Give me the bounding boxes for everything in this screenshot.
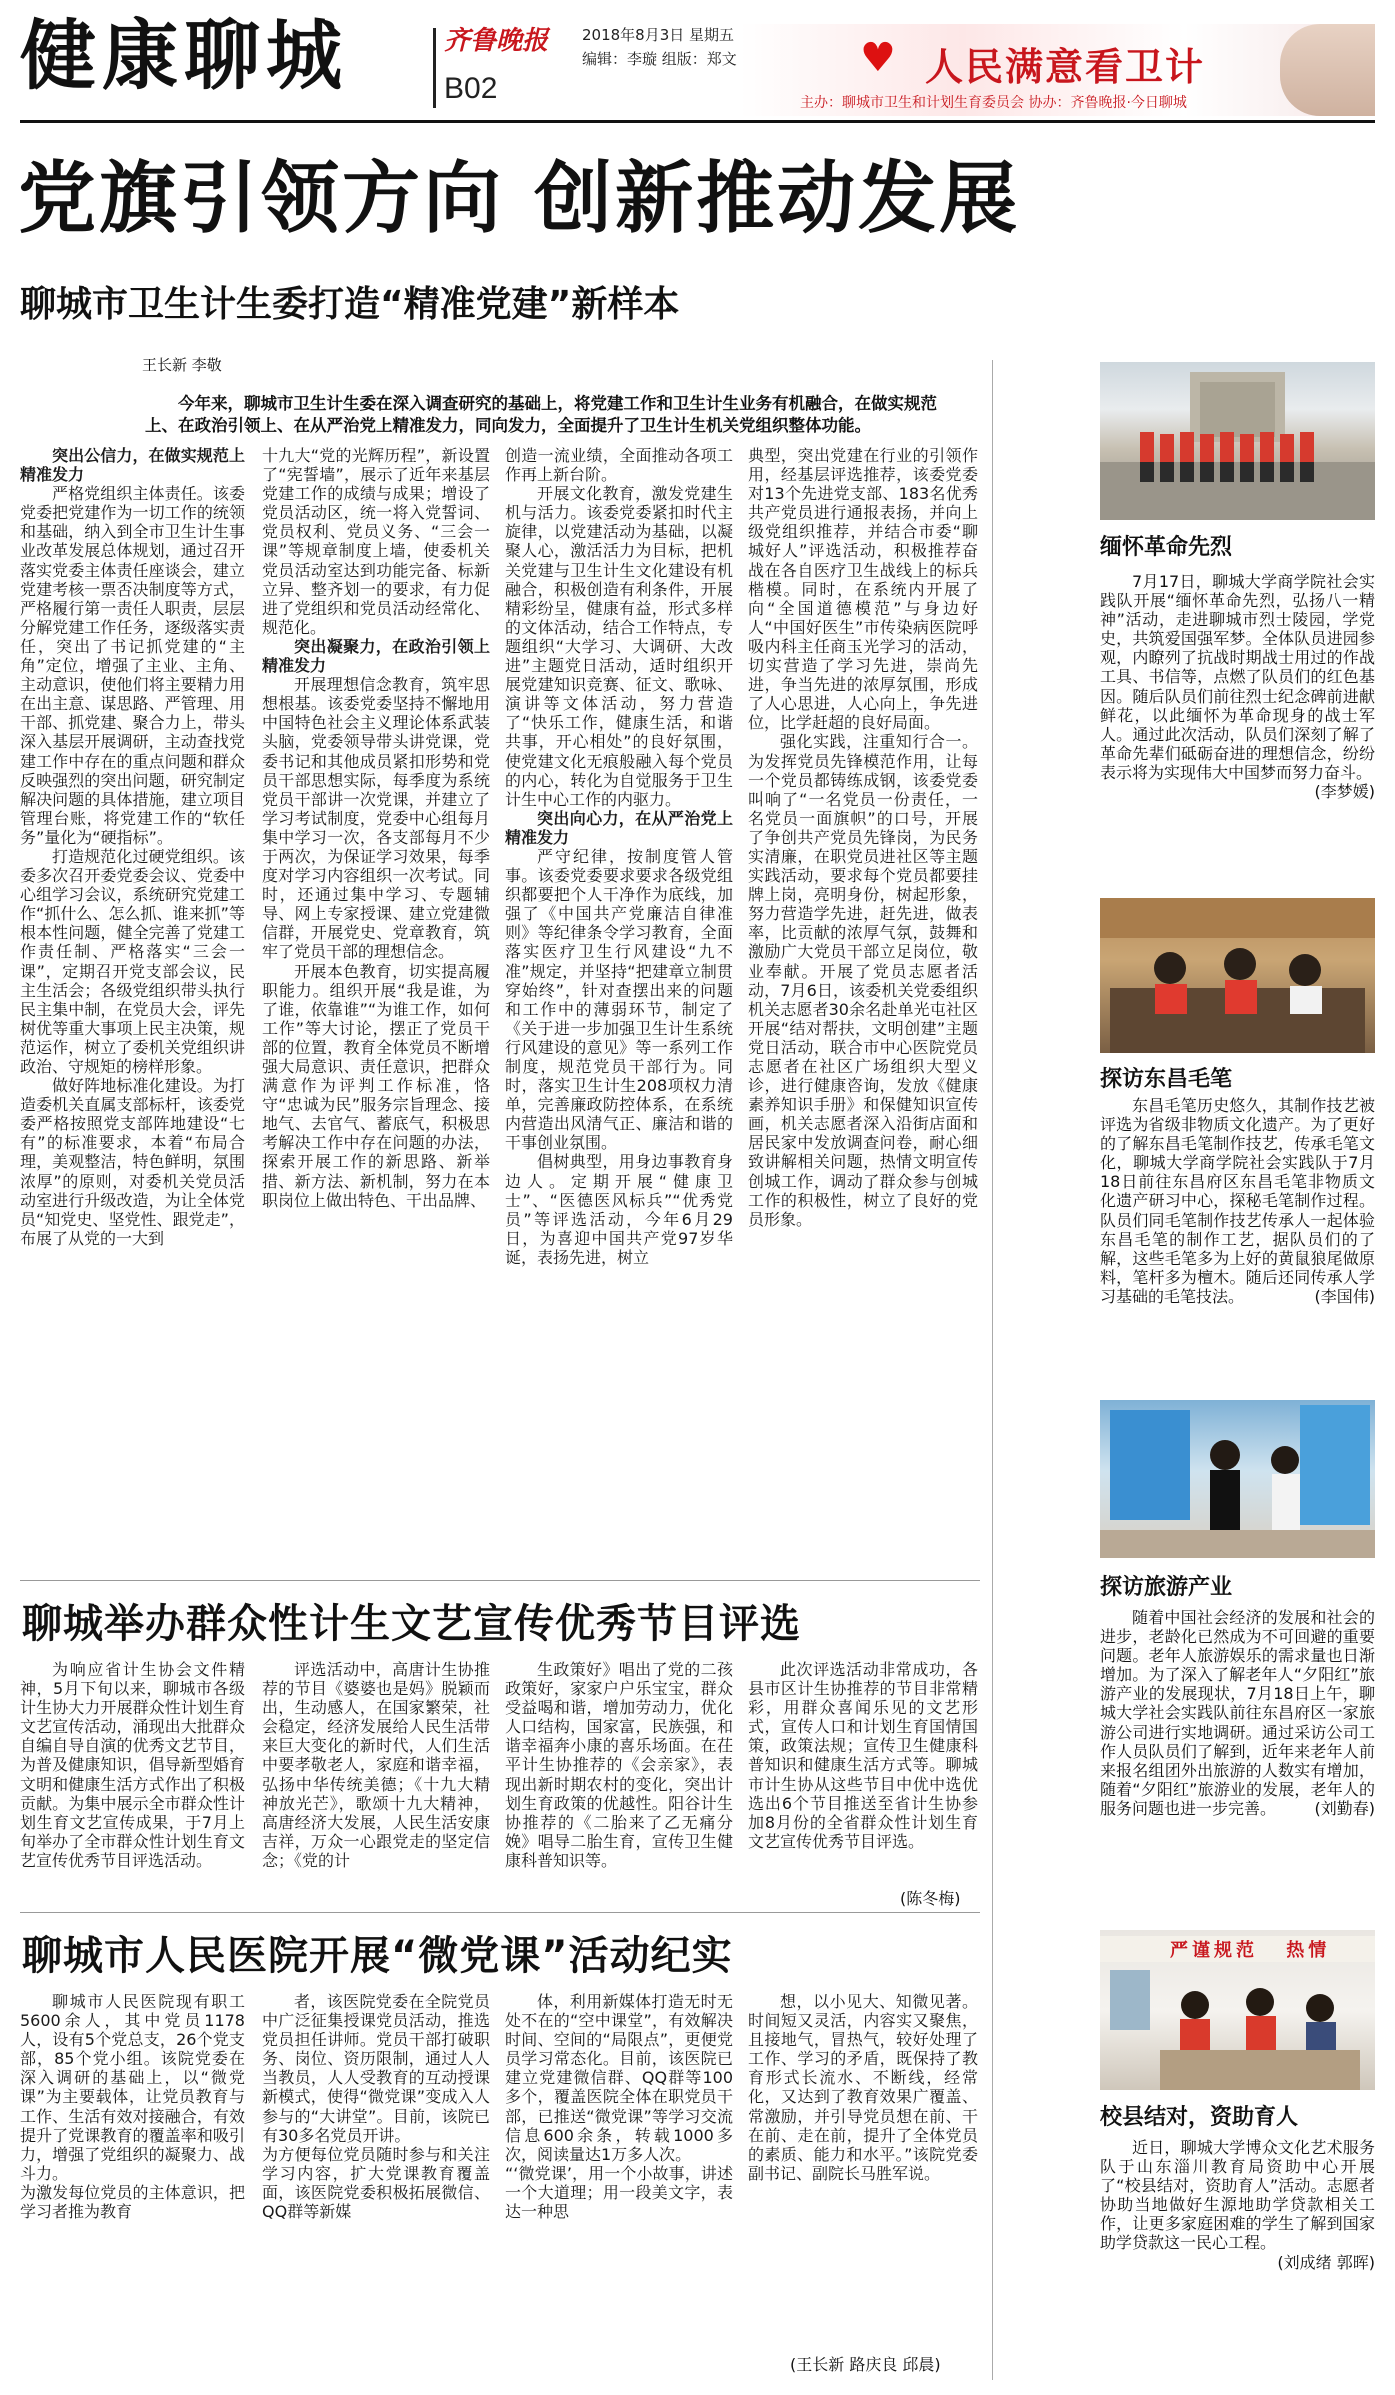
subsection-heading: 突出向心力，在从严治党上精准发力 <box>505 808 733 847</box>
sidebar-3-text: 随着中国社会经济的发展和社会的进步，老龄化已然成为不可回避的重要问题。老年人旅游娱乐的需求量也日渐增加。为了深入了解老年人“夕阳红”旅游产业的发展现状，7月18日上午，聊城大学社会实践队前往东昌府区一家旅游公司进行实地调研。通过采访公司工作人员队员们了解到，近年来老年人前来报名组团外出旅游的人数实有增加，随着“夕阳红”旅游业的发展，老年人的服务问题也进一步完善。 (刘勤春) <box>1100 1608 1375 1818</box>
paragraph: 强化实践，注重知行合一。为发挥党员先锋模范作用，让每一个党员都铸练成钢，该委党委叫响了“一名党员一份责任，一名党员一面旗帜”的口号，开展了争创共产党员先锋岗，为民务实清廉，在职党员进社区等主题实践活动，要求每个党员都要挂牌上岗，亮明身份，树起形象，努力营造学先进，赶先进，做表率，比贡献的浓厚气氛，鼓舞和激励广大党员干部立足岗位，敬业奉献。开展了党员志愿者活动，7月6日，该委机关党委组织机关志愿者30余名赴单光屯社区开展“结对帮扶，文明创建”主题党日活动，联合市中心医院党员志愿者在社区广场组织大型义诊，进行健康咨询，发放《健康素养知识手册》和保健知识宣传画，机关志愿者深入沿街店面和居民家中发放调查问卷，耐心细致讲解相关问题，热情文明宣传创城工作，调动了群众参与创城工作的积极性，树立了良好的党员形象。 <box>748 732 978 1229</box>
paragraph: 严格党组织主体责任。该委党委把党建作为一切工作的统领和基础，纳入到全市卫生计生事业改革发展总体规划，通过召开落实党委主体责任座谈会，建立党建考核一票否决制度等方式，严格履行第一责任人职责，层层分解党建工作任务，逐级落实责任，突出了书记抓党建的“主角”定位，增强了主业、主角、主动意识，使他们将主要精力用在出主意、谋思路、严管理、用干部、抓党建、聚合力上，带头深入基层开展调研，主动查找党建工作中存在的重点问题和群众反映强烈的突出问题，研究制定解决问题的具体措施，建立项目管理台账，将党建工作的“软任务”量化为“硬指标”。 <box>20 484 245 847</box>
sidebar-2-text: 东昌毛笔历史悠久，其制作技艺被评选为省级非物质文化遗产。为了更好的了解东昌毛笔制作技艺，传承毛笔文化，聊城大学商学院社会实践队于7月18日前往东昌府区东昌毛笔非物质文化遗产研习中心，探秘毛笔制作过程。队员们同毛笔制作技艺传承人一起体验东昌毛笔的制作工艺，据队员们的了解，这些毛笔多为上好的黄鼠狼尾做原料，笔杆多为檀木。随后还同传承人学习基础的毛笔技法。 (李国伟) <box>1100 1096 1375 1306</box>
article3-column-2: 者，该医院党委在全院党员中广泛征集授课党员活动，推选党员担任讲师。党员干部打破职务、岗位、资历限制，通过人人当教员，人人受教育的互动授课新模式，使得“微党课”变成入人参与的“大讲堂”。目前，该院已有30多名党员开讲。 为方便每位党员随时参与和关注学习内容，扩大党课教育覆盖面，该医院党委积极拓展微信、QQ群等新媒 <box>262 1992 490 2222</box>
photo-brush-workshop <box>1100 898 1375 1053</box>
sign-text-left: 严谨规范 <box>1170 1940 1258 1961</box>
sidebar-divider <box>992 360 993 2380</box>
paper-logo: 齐鲁晚报 <box>444 26 549 56</box>
paragraph: 开展文化教育，激发党建生机与活力。该委党委紧扣时代主旋律，以党建活动为基础，以凝聚人心，激活活力为目标，把机关党建与卫生计生文化建设有机融合，积极创造有利条件，开展精彩纷呈，健康有益，形式多样的文体活动，结合工作特点，专题组织“大学习、大调研、大改进”主题党日活动，适时组织开展党建知识竞赛、征文、歌咏、演讲等文体活动，努力营造了“快乐工作，健康生活，和谐共事，开心相处”的良好氛围，使党建文化无痕般融入每个党员的内心，转化为自觉服务于卫生计生中心工作的内驱力。 <box>505 484 733 809</box>
header-divider <box>433 28 436 108</box>
article3-column-1: 聊城市人民医院现有职工5600余人，其中党员1178人，设有5个党总支，26个党支部，85个党小组。该院党委在深入调研的基础上，以“微党课”为主要载体，让党员教育与工作、生活有效对接融合，有效提升了党课教育的覆盖率和吸引力，增强了党组织的凝聚力、战斗力。 为激发每位党员的主体意识，把学习者推为教育 <box>20 1992 245 2222</box>
paragraph: 开展理想信念教育，筑牢思想根基。该委党委坚持不懈地用中国特色社会主义理论体系武装头脑，党委领导带头讲党课，党委书记和其他成员紧扣形势和党员干部思想实际，每季度为系统党员干部讲一次党课，并建立了学习考试制度，党委中心组每月集中学习一次，各支部每月不少于两次，为保证学习效果，每季度对学习内容组织一次考试。同时，还通过集中学习、专题辅导、网上专家授课、建立党建微信群，开展党史、党章教育，筑牢了党员干部的理想信念。 <box>262 675 490 962</box>
sub-headline: 聊城市卫生计生委打造“精准党建”新样本 <box>20 284 680 325</box>
sidebar-4-title: 校县结对，资助育人 <box>1100 2105 1299 2130</box>
article3-headline: 聊城市人民医院开展“微党课”活动纪实 <box>22 1933 733 1979</box>
sidebar-1-title: 缅怀革命先烈 <box>1100 535 1233 560</box>
article1-column-3 <box>505 446 733 1576</box>
paragraph: 做好阵地标准化建设。为打造委机关直属支部标杆，该委党委严格按照党支部阵地建设“七有”的标准要求，本着“布局合理，美观整洁，特色鲜明，氛围浓厚”的原则，对委机关党员活动室进行升级改造，为让全体党员“知党史、坚党性、跟党走”，布展了从党的一大到 <box>20 1076 245 1248</box>
sign-text-right: 热情 <box>1286 1940 1331 1961</box>
article3-column-3: 体，利用新媒体打造无时无处不在的“空中课堂”，有效解决时间、空间的“局限点”，更便党员学习常态化。目前，该医院已建立党建微信群、QQ群等100多个，覆盖医院全体在职党员干部，已推送“微党课”等学习交流信息600余条，转载1000多次，阅读量达1万多人次。 “‘微党课’，用一个小故事，讲述一个大道理；用一段美文字，表达一种思 <box>505 1992 733 2222</box>
section-title: 健康聊城 <box>20 11 348 100</box>
subsection-heading: 突出公信力，在做实规范上精准发力 <box>20 446 245 485</box>
photo-travel-agency <box>1100 1400 1375 1558</box>
article1-column-4 <box>748 446 978 1576</box>
paragraph: 典型，突出党建在行业的引领作用，经基层评选推荐，该委党委对13个先进党支部、183名优秀共产党员进行通报表扬，并向上级党组织推荐，并结合市委“聊城好人”评选活动，积极推荐奋战在各自医疗卫生战线上的标兵楷模。同时，在系统内开展了向“全国道德模范”与身边好人“中国好医生”市传染病医院呼吸内科主任商玉光学习的活动，切实营造了学习先进，崇尚先进，争当先进的浓厚氛围，形成了人心思进，人心向上，争先进位，比学赶超的良好局面。 <box>748 446 978 733</box>
editor-credits: 编辑：李璇 组版：郑文 <box>582 50 737 68</box>
banner-sponsors: 主办：聊城市卫生和计划生育委员会 协办：齐鲁晚报·今日聊城 <box>800 95 1187 111</box>
article1-column-1 <box>20 446 245 1576</box>
subsection-heading: 突出凝聚力，在政治引领上精准发力 <box>262 636 490 676</box>
heart-icon: ♥ <box>860 35 896 81</box>
photo-volunteer-office <box>1100 1930 1375 2090</box>
banner-title: 人民满意看卫计 <box>925 45 1206 89</box>
article2-byline: (陈冬梅) <box>900 1889 961 1908</box>
article2-column-4: 此次评选活动非常成功，各县市区计生协推荐的节目非常精彩，用群众喜闻乐见的文艺形式，宣传人口和计划生育国情国策，政策法规；宣传卫生健康科普知识和健康生活方式等。聊城市计生协从这些节目中优中选优选出6个节目推送至省计生协参加8月份的全省群众性计划生育文艺宣传优秀节目评选。 <box>748 1660 978 1851</box>
nurse-photo <box>1280 24 1375 116</box>
paragraph: 开展本色教育，切实提高履职能力。组织开展“我是谁，为了谁，依靠谁”“为谁工作，如何工作”等大讨论，摆正了党员干部的位置，教育全体党员不断增强大局意识、责任意识，把群众满意作为评判工作标准，恪守“忠诚为民”服务宗旨理念、接地气、去官气、蓄底气，积极思考解决工作中存在问题的办法，探索开展工作的新思路、新举措、新方法、新机制，努力在本职岗位上做出特色、干出品牌、 <box>262 961 490 1210</box>
sidebar-2-title: 探访东昌毛笔 <box>1100 1067 1233 1092</box>
article3-byline: (王长新 路庆良 邱晨) <box>790 2355 941 2374</box>
article3-column-4: 想，以小见大、知微见著。时间短又灵活，内容实又聚焦，且接地气，冒热气，较好处理了工作、学习的矛盾，既保持了教育形式长流水、不断线，经常化，又达到了教育效果广覆盖、常激励，并引导党员想在前、干在前、走在前，提升了全体党员的素质、能力和水平。”该院党委副书记、副院长马胜军说。 <box>748 1992 978 2183</box>
column-banner <box>740 24 1375 116</box>
paragraph: 创造一流业绩，全面推动各项工作再上新台阶。 <box>505 446 733 485</box>
article2-headline: 聊城举办群众性计生文艺宣传优秀节目评选 <box>22 1601 801 1647</box>
paragraph: 倡树典型，用身边事教育身边人。定期开展“健康卫士”、“医德医风标兵”“优秀党员”等评选活动，今年6月29日，为喜迎中国共产党97岁华诞，表扬先进，树立 <box>505 1152 733 1267</box>
page-code: B02 <box>444 72 498 105</box>
article2-column-3: 生政策好》唱出了党的二孩政策好，家家户户乐宝宝，群众受益喝和谐，增加劳动力，优化人口结构，国家富，民族强，和谐幸福奔小康的喜乐场面。在茌平计生协推荐的《会亲家》，表现出新时期农村的变化，突出计划生育政策的优越性。阳谷计生协推荐的《二胎来了乙无痛分娩》唱导二胎生育，宣传卫生健康科普知识等。 <box>505 1660 733 1870</box>
sidebar-3-title: 探访旅游产业 <box>1100 1575 1233 1600</box>
article-lead: 今年来，聊城市卫生计生委在深入调查研究的基础上，将党建工作和卫生计生业务有机融合，在做实规范上、在政治引领上、在从严治党上精准发力，同向发力，全面提升了卫生计生机关党组织整体功能。 <box>145 394 937 435</box>
divider <box>20 1580 980 1581</box>
article-authors: 王长新 李敬 <box>142 356 222 374</box>
paragraph: 严守纪律，按制度管人管事。该委党委要求要求各级党组织都要把个人干净作为底线，加强了《中国共产党廉洁自律准则》等纪律条令学习教育，全面落实医疗卫生行风建设“九不准”规定，并坚持“把建章立制贯穿始终”，针对查摆出来的问题和工作中的薄弱环节，制定了《关于进一步加强卫生计生系统行风建设的意见》等一系列工作制度，规范党员干部行为。同时，落实卫生计生208项权力清单，完善廉政防控体系，在系统内营造出风清气正、廉洁和谐的干事创业氛围。 <box>505 846 733 1153</box>
sidebar-1-text: 7月17日，聊城大学商学院社会实践队开展“缅怀革命先烈，弘扬八一精神”活动，走进聊城市烈士陵园，学党史，共筑爱国强军梦。全体队员进园参观，内瞭列了抗战时期战士用过的作战工具、书信等，点燃了队员们的红色基因。随后队员们前往烈士纪念碑前进献鲜花，以此缅怀为革命现身的战士军人。通过此次活动，队员们深刻了解了革命先辈们砥砺奋进的理想信念，纷纷表示将为实现伟大中国梦而努力奋斗。 (李梦媛) <box>1100 572 1375 802</box>
main-headline: 党旗引领方向 创新推动发展 <box>18 154 1021 244</box>
sidebar-4-text: 近日，聊城大学博众文化艺术服务队于山东淄川教育局资助中心开展了“校县结对，资助育人”活动。志愿者协助当地做好生源地助学贷款相关工作，让更多家庭困难的学生了解到国家助学贷款这一民心工程。 (刘成绪 郭晖) <box>1100 2138 1375 2272</box>
divider <box>20 1912 980 1913</box>
photo-memorial-group <box>1100 362 1375 520</box>
header-rule <box>20 120 1375 123</box>
article1-column-2 <box>262 446 490 1576</box>
paragraph: 十九大“党的光辉历程”，新设置了“宪誓墙”，展示了近年来基层党建工作的成绩与成果；增设了党员活动区，统一将入党誓词、党员权利、党员义务、“三会一课”等规章制度上墙，使委机关党员活动室达到功能完备、标新立异、整齐划一的要求，有力促进了党组织和党员活动经常化、规范化。 <box>262 446 490 637</box>
issue-date: 2018年8月3日 星期五 <box>582 26 735 44</box>
article2-column-2: 评选活动中，高唐计生协推荐的节目《婆婆也是妈》脱颖而出，生动感人，在国家繁荣，社会稳定，经济发展给人民生活带来巨大变化的新时代，人们生活中要孝敬老人，家庭和谐幸福，弘扬中华传统美德；《十九大精神放光芒》，歌颂十九大精神，高唐经济大发展，人民生活安康吉祥，万众一心跟党走的坚定信念；《党的计 <box>262 1660 490 1870</box>
article2-column-1: 为响应省计生协会文件精神，5月下旬以来，聊城市各级计生协大力开展群众性计划生育文艺宣传活动，涌现出大批群众自编自导自演的优秀文艺节目，为普及健康知识，倡导新型婚育文明和健康生活方式作出了积极贡献。为集中展示全市群众性计划生育文艺宣传成果，于7月上旬举办了全市群众性计划生育文艺宣传优秀节目评选活动。 <box>20 1660 245 1870</box>
paragraph: 打造规范化过硬党组织。该委多次召开委党委会议、党委中心组学习会议，系统研究党建工作“抓什么、怎么抓、谁来抓”等根本性问题，健全完善了党建工作责任制、严格落实“三会一课”，定期召开党支部会议，民主生活会；各级党组织带头执行民主集中制，在党员大会，评先树优等重大事项上民主决策，规范运作，树立了委机关党组织讲政治、守规矩的榜样形象。 <box>20 846 245 1076</box>
